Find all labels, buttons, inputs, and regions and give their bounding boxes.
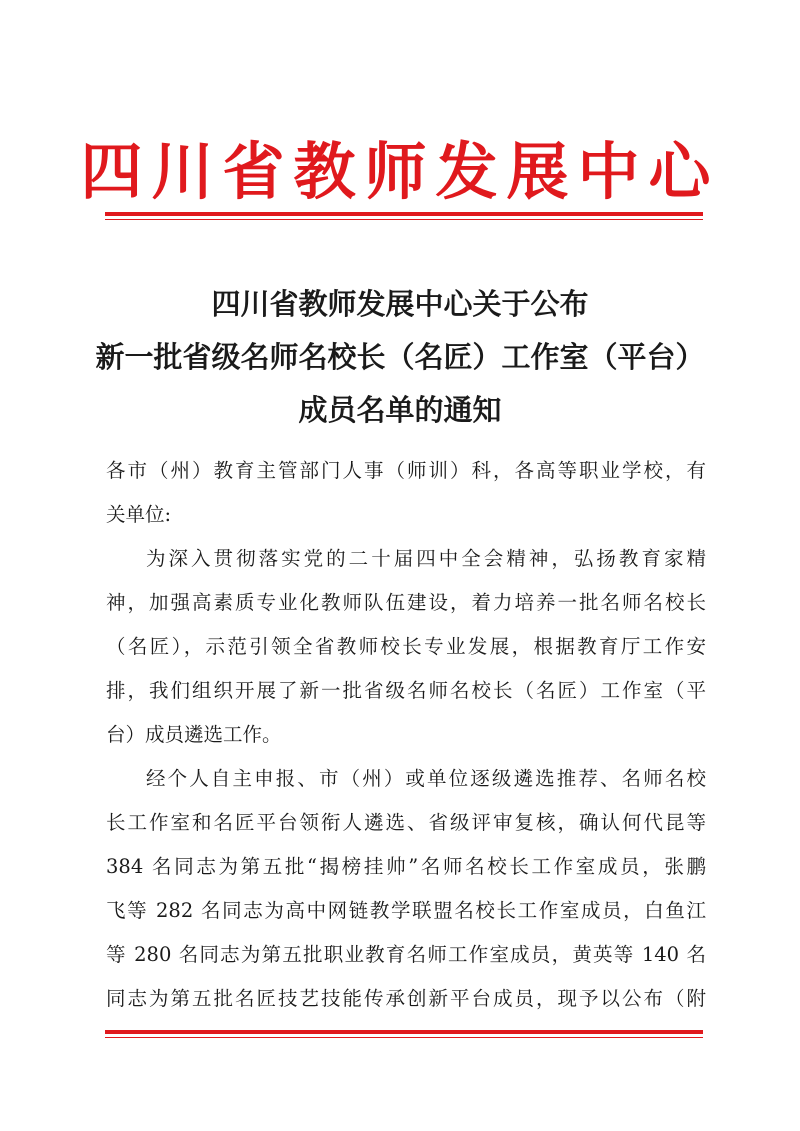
salutation-line-1: 各市（州）教育主管部门人事（师训）科，各高等职业学校，有 [106, 459, 706, 482]
paragraph2-line-1: 经个人自主申报、市（州）或单位逐级遴选推荐、名师名校 [146, 767, 706, 790]
document-title-line-2: 新一批省级名师名校长（名匠）工作室（平台） [95, 340, 705, 374]
org-letterhead: 四川省教师发展中心 [80, 135, 720, 208]
paragraph1-line-4: 排，我们组织开展了新一批省级名师名校长（名匠）工作室（平 [106, 679, 706, 702]
paragraph1-line-1: 为深入贯彻落实党的二十届四中全会精神，弘扬教育家精 [146, 547, 706, 570]
paragraph1-line-2: 神，加强高素质专业化教师队伍建设，着力培养一批名师名校长 [106, 591, 706, 614]
paragraph2-line-6: 同志为第五批名匠技艺技能传承创新平台成员，现予以公布（附 [106, 987, 706, 1010]
paragraph2-line-2: 长工作室和名匠平台领衔人遴选、省级评审复核，确认何代昆等 [106, 811, 706, 834]
paragraph1-line-3: （名匠），示范引领全省教师校长专业发展，根据教育厅工作安 [106, 635, 706, 658]
salutation-line-2: 关单位: [106, 503, 172, 526]
document-title-line-3: 成员名单的通知 [298, 393, 502, 427]
paragraph1-line-5: 台）成员遴选工作。 [106, 723, 282, 746]
document-title-line-1: 四川省教师发展中心关于公布 [211, 287, 589, 321]
paragraph2-line-5: 等 280 名同志为第五批职业教育名师工作室成员，黄英等 140 名 [106, 943, 706, 966]
divider-thin-line [105, 219, 703, 220]
letterhead-divider [105, 212, 703, 220]
paragraph2-line-3: 384 名同志为第五批“揭榜挂帅”名师名校长工作室成员，张鹏 [106, 855, 706, 878]
divider-thin-line [105, 1037, 703, 1038]
footer-divider [105, 1030, 703, 1038]
paragraph2-line-4: 飞等 282 名同志为高中网链教学联盟名校长工作室成员，白鱼江 [106, 899, 706, 922]
